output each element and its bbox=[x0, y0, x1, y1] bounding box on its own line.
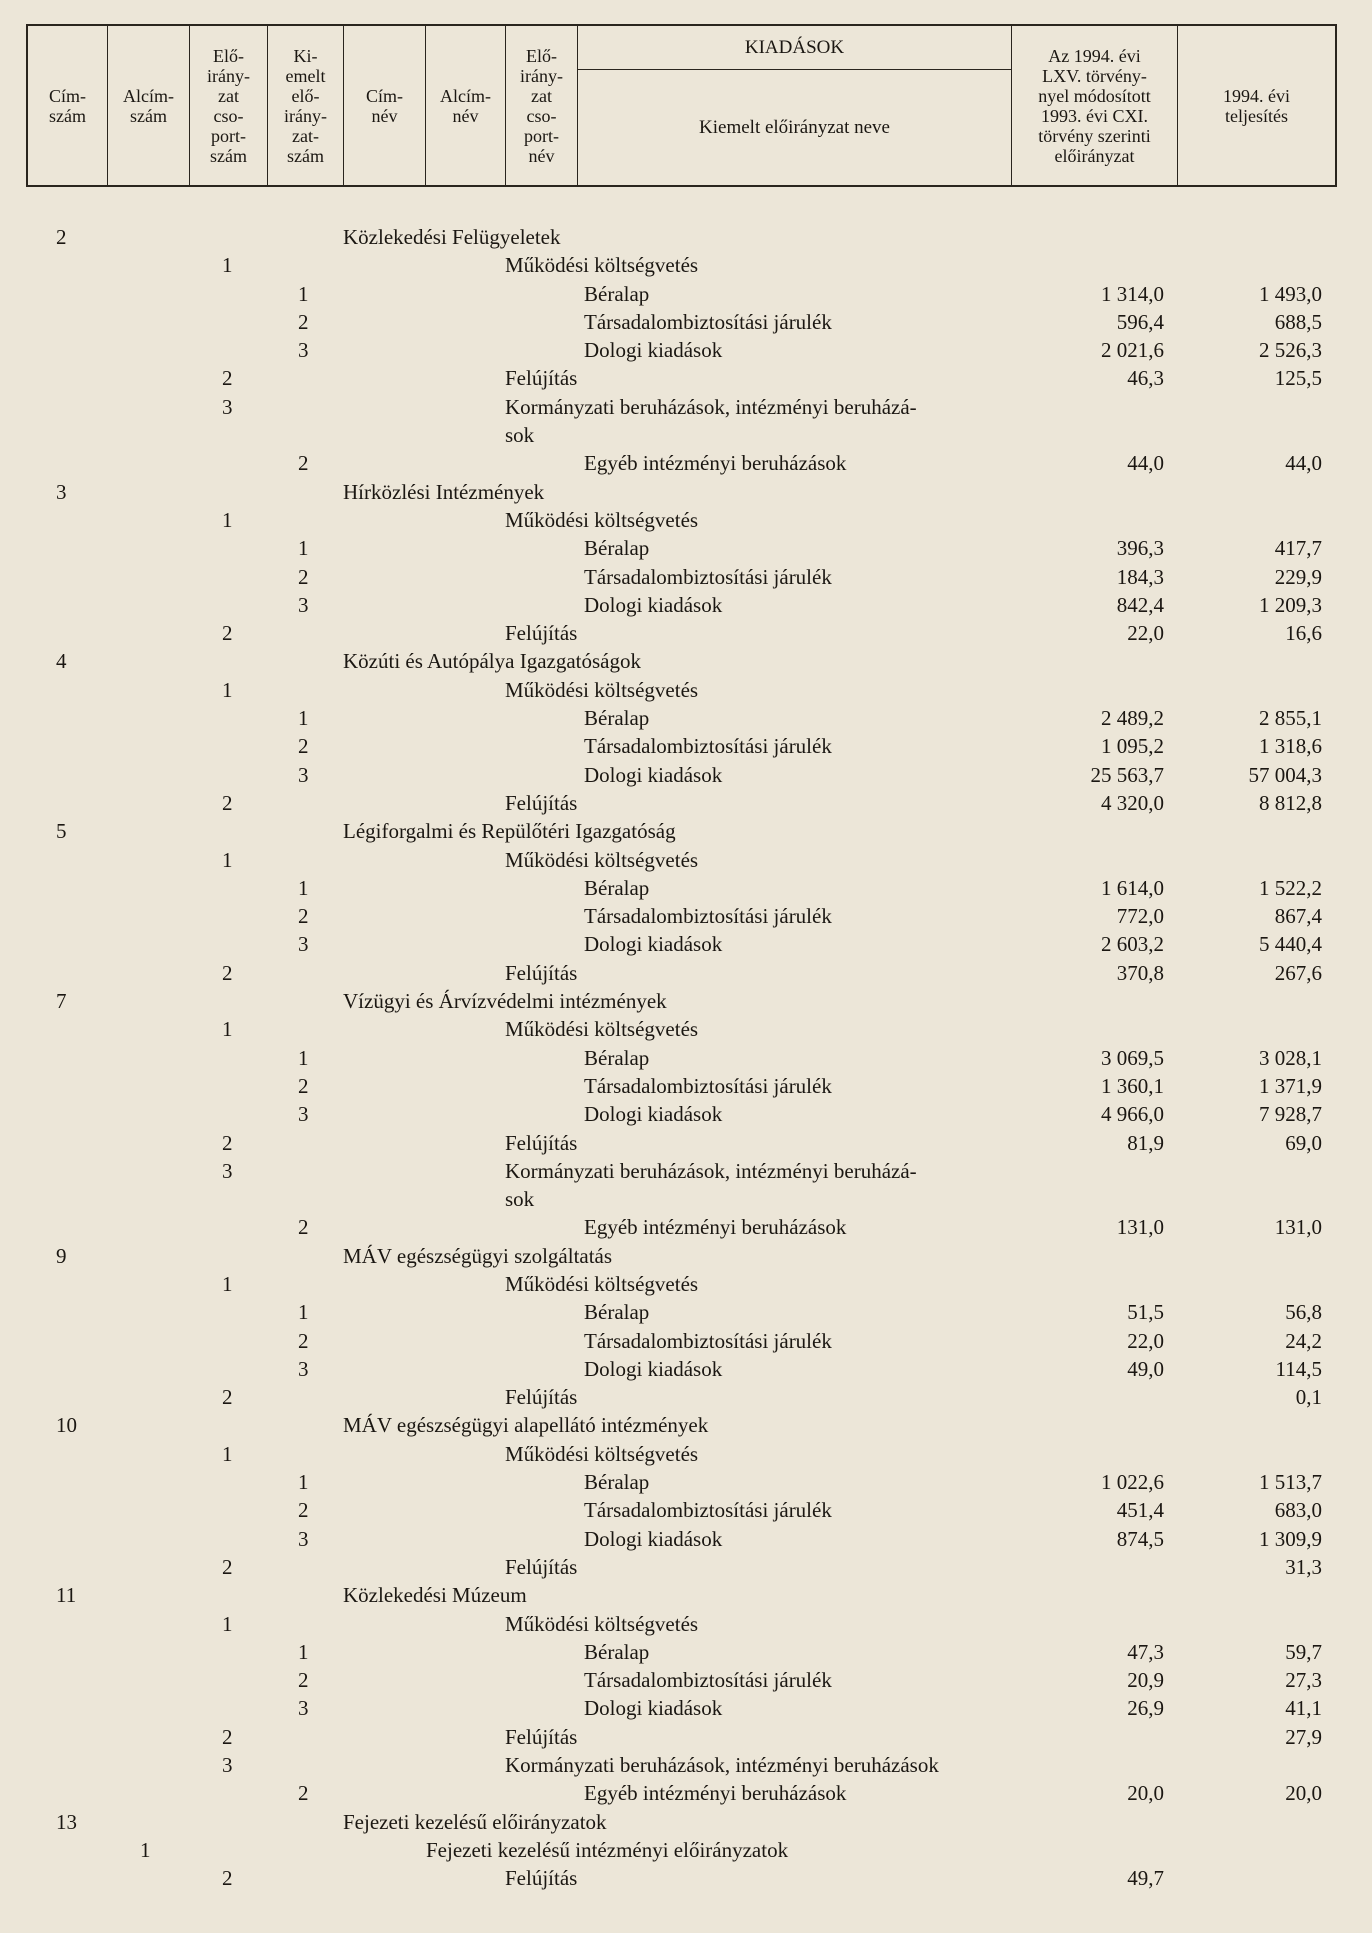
row-name: Egyéb intézményi beruházások bbox=[584, 1215, 847, 1240]
row-number: 2 bbox=[222, 1866, 233, 1891]
row-teljesites-value: 27,3 bbox=[1285, 1668, 1322, 1693]
table-row bbox=[0, 1836, 1372, 1864]
table-header bbox=[26, 24, 1337, 187]
table-row bbox=[0, 1468, 1372, 1496]
table-row bbox=[0, 1440, 1372, 1468]
row-number: 2 bbox=[56, 225, 67, 249]
row-name: Működési költségvetés bbox=[505, 1611, 699, 1636]
table-row bbox=[0, 789, 1372, 817]
row-teljesites-value: 1 522,2 bbox=[1259, 875, 1322, 900]
row-name: Felújítás bbox=[505, 790, 578, 815]
row-number: 3 bbox=[298, 1356, 309, 1381]
row-name: Társadalombiztosítási járulék bbox=[584, 1498, 832, 1523]
row-name: Béralap bbox=[584, 1639, 650, 1664]
row-teljesites-value: 1 309,9 bbox=[1259, 1526, 1322, 1551]
row-number: 4 bbox=[56, 649, 67, 674]
row-teljesites-value: 24,2 bbox=[1285, 1328, 1322, 1353]
row-modositott-value: 49,7 bbox=[1127, 1866, 1164, 1891]
table-row bbox=[0, 308, 1372, 336]
row-name: Társadalombiztosítási járulék bbox=[584, 564, 832, 589]
row-number: 10 bbox=[56, 1413, 77, 1438]
table-row bbox=[0, 1242, 1372, 1270]
table-row bbox=[0, 1864, 1372, 1892]
row-name: Társadalombiztosítási járulék bbox=[584, 1328, 832, 1353]
row-number: 2 bbox=[298, 904, 309, 929]
row-modositott-value: 131,0 bbox=[1116, 1215, 1164, 1240]
row-modositott-value: 2 021,6 bbox=[1101, 338, 1164, 363]
header-kiemelt-nev: Kiemelt előirányzat neve bbox=[699, 116, 890, 138]
row-number: 11 bbox=[56, 1583, 77, 1608]
row-teljesites-value: 57 004,3 bbox=[1248, 762, 1322, 787]
table-row bbox=[0, 1298, 1372, 1326]
row-modositott-value: 451,4 bbox=[1116, 1498, 1164, 1523]
row-number: 2 bbox=[222, 960, 233, 985]
row-modositott-value: 1 095,2 bbox=[1101, 734, 1164, 759]
table-row bbox=[0, 449, 1372, 477]
row-teljesites-value: 16,6 bbox=[1285, 621, 1322, 646]
row-modositott-value: 1 360,1 bbox=[1101, 1073, 1164, 1098]
table-row bbox=[0, 930, 1372, 958]
row-number: 1 bbox=[298, 875, 309, 900]
row-number: 5 bbox=[56, 819, 67, 844]
row-number: 2 bbox=[298, 1781, 309, 1806]
row-name: Felújítás bbox=[505, 1554, 578, 1579]
row-teljesites-value: 1 371,9 bbox=[1259, 1073, 1322, 1098]
row-name: Kormányzati beruházások, intézményi beruházá- sok bbox=[505, 394, 917, 447]
row-number: 1 bbox=[222, 507, 233, 532]
row-number: 2 bbox=[298, 1498, 309, 1523]
table-row bbox=[0, 534, 1372, 562]
row-teljesites-value: 267,6 bbox=[1274, 960, 1322, 985]
row-name: Béralap bbox=[584, 1470, 650, 1495]
row-number: 3 bbox=[298, 1526, 309, 1551]
row-name: Dologi kiadások bbox=[584, 1526, 723, 1551]
row-number: 3 bbox=[222, 394, 233, 419]
table-row bbox=[0, 1779, 1372, 1807]
row-name: Kormányzati beruházások, intézményi beruházá- sok bbox=[505, 1158, 917, 1211]
row-number: 1 bbox=[298, 281, 309, 306]
row-number: 3 bbox=[298, 762, 309, 787]
row-teljesites-value: 131,0 bbox=[1274, 1215, 1322, 1240]
table-row bbox=[0, 1157, 1372, 1214]
row-number: 3 bbox=[298, 1102, 309, 1127]
table-row bbox=[0, 251, 1372, 279]
row-teljesites-value: 41,1 bbox=[1285, 1696, 1322, 1721]
row-teljesites-value: 229,9 bbox=[1274, 564, 1322, 589]
row-name: Működési költségvetés bbox=[505, 677, 699, 702]
row-name: Felújítás bbox=[505, 960, 578, 985]
row-modositott-value: 46,3 bbox=[1127, 366, 1164, 391]
row-teljesites-value: 27,9 bbox=[1285, 1724, 1322, 1749]
row-teljesites-value: 20,0 bbox=[1285, 1781, 1322, 1806]
row-name: Légiforgalmi és Repülőtéri Igazgatóság bbox=[343, 819, 676, 844]
row-number: 2 bbox=[222, 1130, 233, 1155]
row-number: 3 bbox=[298, 592, 309, 617]
row-name: Közlekedési Múzeum bbox=[343, 1583, 527, 1608]
row-modositott-value: 20,0 bbox=[1127, 1781, 1164, 1806]
row-number: 3 bbox=[298, 338, 309, 363]
table-body bbox=[0, 223, 1372, 1893]
row-modositott-value: 874,5 bbox=[1116, 1526, 1164, 1551]
table-row bbox=[0, 959, 1372, 987]
row-number: 9 bbox=[56, 1243, 67, 1268]
row-number: 2 bbox=[222, 1724, 233, 1749]
table-row bbox=[0, 1411, 1372, 1439]
row-name: Béralap bbox=[584, 1045, 650, 1070]
table-row bbox=[0, 846, 1372, 874]
row-number: 3 bbox=[222, 1158, 233, 1183]
row-name: Béralap bbox=[584, 875, 650, 900]
row-modositott-value: 1 314,0 bbox=[1101, 281, 1164, 306]
row-name: Működési költségvetés bbox=[505, 507, 699, 532]
row-name: Társadalombiztosítási járulék bbox=[584, 1073, 832, 1098]
row-teljesites-value: 69,0 bbox=[1285, 1130, 1322, 1155]
table-row bbox=[0, 874, 1372, 902]
table-row bbox=[0, 591, 1372, 619]
row-number: 1 bbox=[298, 1470, 309, 1495]
row-name: MÁV egészségügyi alapellátó intézmények bbox=[343, 1413, 709, 1438]
table-row bbox=[0, 1581, 1372, 1609]
table-row bbox=[0, 619, 1372, 647]
row-modositott-value: 2 489,2 bbox=[1101, 706, 1164, 731]
row-modositott-value: 396,3 bbox=[1116, 536, 1164, 561]
row-teljesites-value: 125,5 bbox=[1274, 366, 1322, 391]
table-row bbox=[0, 1072, 1372, 1100]
row-teljesites-value: 3 028,1 bbox=[1259, 1045, 1322, 1070]
row-name: Fejezeti kezelésű intézményi előirányzatok bbox=[426, 1837, 789, 1862]
row-number: 1 bbox=[298, 536, 309, 561]
row-name: Társadalombiztosítási járulék bbox=[584, 309, 832, 334]
row-modositott-value: 4 320,0 bbox=[1101, 790, 1164, 815]
row-modositott-value: 4 966,0 bbox=[1101, 1102, 1164, 1127]
table-row bbox=[0, 1610, 1372, 1638]
table-row bbox=[0, 364, 1372, 392]
table-row bbox=[0, 761, 1372, 789]
row-name: Közlekedési Felügyeletek bbox=[343, 225, 561, 249]
table-row bbox=[0, 1808, 1372, 1836]
row-number: 1 bbox=[222, 847, 233, 872]
table-row bbox=[0, 478, 1372, 506]
header-teljesites: 1994. évi teljesítés bbox=[1223, 85, 1290, 126]
row-name: Dologi kiadások bbox=[584, 1102, 723, 1127]
row-teljesites-value: 1 209,3 bbox=[1259, 592, 1322, 617]
row-teljesites-value: 688,5 bbox=[1274, 309, 1322, 334]
row-name: Dologi kiadások bbox=[584, 338, 723, 363]
row-modositott-value: 772,0 bbox=[1116, 904, 1164, 929]
row-modositott-value: 26,9 bbox=[1127, 1696, 1164, 1721]
header-eloiranyzat-csoportnev: Elő- irány- zat cso- port- név bbox=[506, 26, 578, 185]
row-name: Kormányzati beruházások, intézményi beruházások bbox=[505, 1753, 939, 1778]
row-number: 3 bbox=[222, 1753, 233, 1778]
row-teljesites-value: 1 513,7 bbox=[1259, 1470, 1322, 1495]
row-number: 3 bbox=[298, 932, 309, 957]
row-modositott-value: 842,4 bbox=[1116, 592, 1164, 617]
row-teljesites-value: 683,0 bbox=[1274, 1498, 1322, 1523]
row-modositott-value: 81,9 bbox=[1127, 1130, 1164, 1155]
row-teljesites-value: 31,3 bbox=[1285, 1554, 1322, 1579]
row-number: 1 bbox=[298, 1300, 309, 1325]
row-number: 2 bbox=[298, 1215, 309, 1240]
row-name: Dologi kiadások bbox=[584, 1696, 723, 1721]
row-teljesites-value: 2 855,1 bbox=[1259, 706, 1322, 731]
header-eloiranyzat-csoportszam: Elő- irány- zat cso- port- szám bbox=[190, 26, 268, 185]
row-modositott-value: 596,4 bbox=[1116, 309, 1164, 334]
header-kiemelt-eloiranyzat-szam: Ki- emelt elő- irány- zat- szám bbox=[268, 26, 344, 185]
row-number: 2 bbox=[298, 1073, 309, 1098]
header-kiadasok-group bbox=[578, 26, 1012, 185]
row-name: Működési költségvetés bbox=[505, 847, 699, 872]
row-name: Közúti és Autópálya Igazgatóságok bbox=[343, 649, 641, 674]
row-teljesites-value: 0,1 bbox=[1295, 1385, 1322, 1410]
row-number: 3 bbox=[298, 1696, 309, 1721]
row-number: 2 bbox=[222, 790, 233, 815]
row-number: 1 bbox=[140, 1837, 151, 1862]
table-row bbox=[0, 1751, 1372, 1779]
table-row bbox=[0, 563, 1372, 591]
row-number: 2 bbox=[298, 1328, 309, 1353]
table-row bbox=[0, 1383, 1372, 1411]
header-alcimszam: Alcím- szám bbox=[108, 26, 190, 185]
row-name: Társadalombiztosítási járulék bbox=[584, 1668, 832, 1693]
table-row bbox=[0, 1638, 1372, 1666]
row-name: Felújítás bbox=[505, 621, 578, 646]
table-row bbox=[0, 336, 1372, 364]
row-name: Béralap bbox=[584, 536, 650, 561]
row-name: Béralap bbox=[584, 1300, 650, 1325]
row-name: Dologi kiadások bbox=[584, 932, 723, 957]
row-name: Fejezeti kezelésű előirányzatok bbox=[343, 1809, 607, 1834]
row-name: Vízügyi és Árvízvédelmi intézmények bbox=[343, 989, 667, 1014]
table-row bbox=[0, 732, 1372, 760]
row-teljesites-value: 5 440,4 bbox=[1259, 932, 1322, 957]
table-row bbox=[0, 1044, 1372, 1072]
row-number: 3 bbox=[56, 479, 67, 504]
row-name: Társadalombiztosítási járulék bbox=[584, 904, 832, 929]
table-row bbox=[0, 1213, 1372, 1241]
row-name: Működési költségvetés bbox=[505, 1441, 699, 1466]
row-modositott-value: 2 603,2 bbox=[1101, 932, 1164, 957]
row-teljesites-value: 1 318,6 bbox=[1259, 734, 1322, 759]
row-modositott-value: 51,5 bbox=[1127, 1300, 1164, 1325]
table-row bbox=[0, 1270, 1372, 1298]
table-row bbox=[0, 1553, 1372, 1581]
row-number: 1 bbox=[298, 1639, 309, 1664]
row-number: 2 bbox=[298, 451, 309, 476]
table-row bbox=[0, 817, 1372, 845]
row-name: Egyéb intézményi beruházások bbox=[584, 451, 847, 476]
row-name: Dologi kiadások bbox=[584, 762, 723, 787]
row-teljesites-value: 867,4 bbox=[1274, 904, 1322, 929]
row-number: 2 bbox=[298, 309, 309, 334]
row-name: Működési költségvetés bbox=[505, 1271, 699, 1296]
table-row bbox=[0, 1355, 1372, 1383]
row-number: 1 bbox=[222, 1611, 233, 1636]
row-modositott-value: 20,9 bbox=[1127, 1668, 1164, 1693]
row-modositott-value: 184,3 bbox=[1116, 564, 1164, 589]
table-row bbox=[0, 280, 1372, 308]
row-modositott-value: 22,0 bbox=[1127, 621, 1164, 646]
row-modositott-value: 1 614,0 bbox=[1101, 875, 1164, 900]
table-row bbox=[0, 1327, 1372, 1355]
row-modositott-value: 22,0 bbox=[1127, 1328, 1164, 1353]
row-number: 2 bbox=[222, 1554, 233, 1579]
table-row bbox=[0, 1723, 1372, 1751]
table-row bbox=[0, 1100, 1372, 1128]
table-row bbox=[0, 1525, 1372, 1553]
row-name: Felújítás bbox=[505, 1724, 578, 1749]
row-number: 13 bbox=[56, 1809, 77, 1834]
table-row bbox=[0, 1015, 1372, 1043]
table-row bbox=[0, 223, 1372, 251]
row-teljesites-value: 114,5 bbox=[1275, 1356, 1322, 1381]
row-name: Felújítás bbox=[505, 1385, 578, 1410]
row-name: Dologi kiadások bbox=[584, 592, 723, 617]
row-number: 2 bbox=[222, 1385, 233, 1410]
row-teljesites-value: 44,0 bbox=[1285, 451, 1322, 476]
header-kiadasok: KIADÁSOK bbox=[578, 26, 1011, 70]
row-teljesites-value: 8 812,8 bbox=[1259, 790, 1322, 815]
table-row bbox=[0, 647, 1372, 675]
table-row bbox=[0, 987, 1372, 1015]
table-row bbox=[0, 676, 1372, 704]
row-number: 2 bbox=[298, 564, 309, 589]
row-modositott-value: 1 022,6 bbox=[1101, 1470, 1164, 1495]
row-name: Felújítás bbox=[505, 366, 578, 391]
row-number: 2 bbox=[298, 734, 309, 759]
row-number: 2 bbox=[298, 1668, 309, 1693]
row-name: Társadalombiztosítási járulék bbox=[584, 734, 832, 759]
row-modositott-value: 44,0 bbox=[1127, 451, 1164, 476]
row-number: 1 bbox=[222, 253, 233, 278]
row-number: 1 bbox=[222, 1017, 233, 1042]
table-row bbox=[0, 1496, 1372, 1524]
table-row bbox=[0, 1666, 1372, 1694]
row-name: Felújítás bbox=[505, 1866, 578, 1891]
row-name: Működési költségvetés bbox=[505, 253, 699, 278]
row-name: Béralap bbox=[584, 706, 650, 731]
table-row bbox=[0, 902, 1372, 930]
row-number: 7 bbox=[56, 989, 67, 1014]
header-cimnev: Cím- név bbox=[344, 26, 426, 185]
row-modositott-value: 370,8 bbox=[1116, 960, 1164, 985]
table-row bbox=[0, 1694, 1372, 1722]
row-teljesites-value: 2 526,3 bbox=[1259, 338, 1322, 363]
row-teljesites-value: 1 493,0 bbox=[1259, 281, 1322, 306]
row-number: 2 bbox=[222, 366, 233, 391]
header-cimszam: Cím- szám bbox=[28, 26, 108, 185]
row-name: Béralap bbox=[584, 281, 650, 306]
header-modositott-eloiranyzat: Az 1994. évi LXV. törvény- nyel módosított 1993. évi CXI. törvény szerinti előirányzat bbox=[1012, 26, 1178, 185]
row-name: MÁV egészségügyi szolgáltatás bbox=[343, 1243, 613, 1268]
row-name: Egyéb intézményi beruházások bbox=[584, 1781, 847, 1806]
row-number: 1 bbox=[222, 1441, 233, 1466]
row-number: 2 bbox=[222, 621, 233, 646]
row-modositott-value: 25 563,7 bbox=[1090, 762, 1164, 787]
table-row bbox=[0, 1129, 1372, 1157]
table-row bbox=[0, 393, 1372, 450]
table-row bbox=[0, 506, 1372, 534]
row-teljesites-value: 7 928,7 bbox=[1259, 1102, 1322, 1127]
row-teljesites-value: 56,8 bbox=[1285, 1300, 1322, 1325]
table-row bbox=[0, 704, 1372, 732]
row-name: Hírközlési Intézmények bbox=[343, 479, 545, 504]
row-number: 1 bbox=[298, 706, 309, 731]
row-teljesites-value: 59,7 bbox=[1285, 1639, 1322, 1664]
row-name: Dologi kiadások bbox=[584, 1356, 723, 1381]
row-modositott-value: 3 069,5 bbox=[1101, 1045, 1164, 1070]
row-number: 1 bbox=[222, 1271, 233, 1296]
row-modositott-value: 49,0 bbox=[1127, 1356, 1164, 1381]
header-alcimnev: Alcím- név bbox=[426, 26, 506, 185]
row-name: Felújítás bbox=[505, 1130, 578, 1155]
row-name: Működési költségvetés bbox=[505, 1017, 699, 1042]
row-number: 1 bbox=[298, 1045, 309, 1070]
row-number: 1 bbox=[222, 677, 233, 702]
row-teljesites-value: 417,7 bbox=[1274, 536, 1322, 561]
row-modositott-value: 47,3 bbox=[1127, 1639, 1164, 1664]
